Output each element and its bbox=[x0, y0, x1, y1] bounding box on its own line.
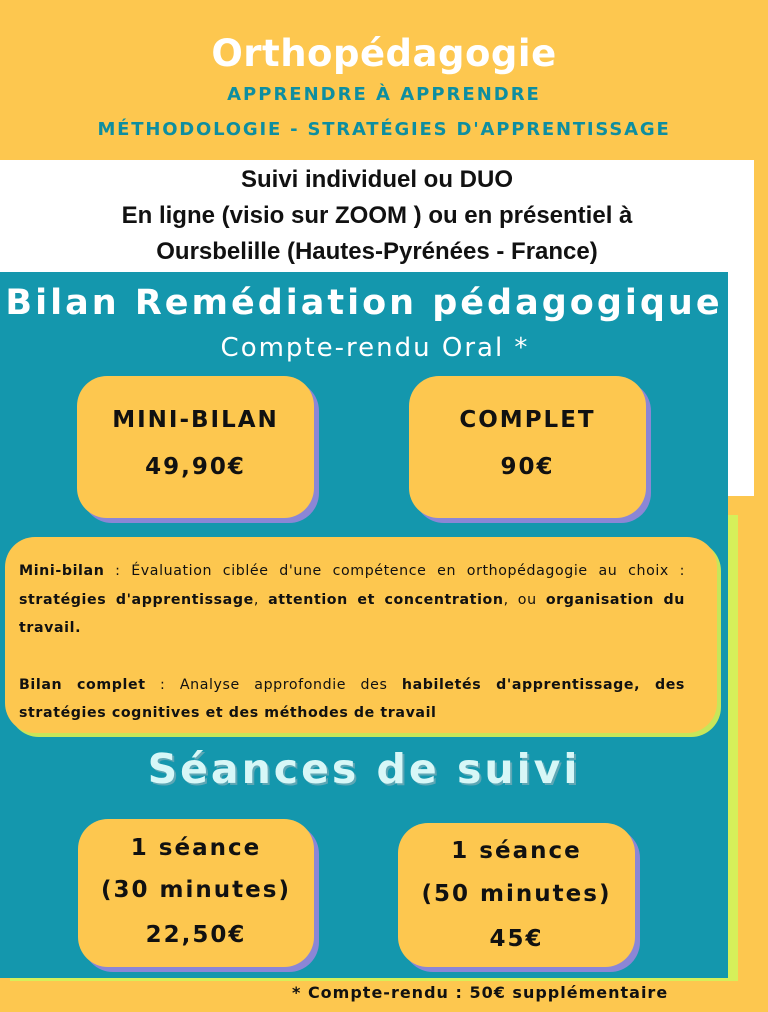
bilan-subtitle: Compte-rendu Oral * bbox=[220, 333, 530, 363]
mini-bilan-card bbox=[77, 376, 314, 518]
complet-description bbox=[19, 671, 685, 728]
complet-label: COMPLET bbox=[459, 407, 596, 433]
desc-bold: organisation du travail. bbox=[19, 591, 685, 636]
page-title: Orthopédagogie bbox=[211, 32, 557, 75]
seance-30-price: 22,50€ bbox=[145, 922, 247, 948]
desc-text: : Évaluation ciblée d'une compétence en orthopédagogie au choix : bbox=[104, 563, 685, 579]
description-box bbox=[5, 537, 717, 733]
mini-bilan-price: 49,90€ bbox=[145, 454, 246, 480]
mini-bilan-term: Mini-bilan bbox=[19, 563, 105, 579]
desc-bold: habiletés d'apprentissage, des stratégies cognitives et des méthodes de travail bbox=[19, 676, 685, 721]
seance-30-line1: 1 séance bbox=[130, 835, 262, 861]
complet-term: Bilan complet bbox=[19, 676, 146, 693]
seance-30-card bbox=[78, 819, 314, 967]
seance-50-duration: (50 minutes) bbox=[421, 881, 612, 907]
header bbox=[0, 0, 768, 160]
desc-bold: stratégies d'apprentissage bbox=[19, 591, 254, 608]
complet-card bbox=[409, 376, 646, 518]
info-line-2: En ligne (visio sur ZOOM ) ou en présentiel à bbox=[121, 202, 633, 229]
complet-price: 90€ bbox=[500, 454, 555, 480]
seances-title: Séances de suivi bbox=[147, 745, 581, 793]
desc-text: : Analyse approfondie des bbox=[145, 676, 402, 693]
mini-bilan-label: MINI-BILAN bbox=[112, 407, 279, 433]
desc-text: , bbox=[253, 591, 269, 608]
seance-50-line1: 1 séance bbox=[451, 838, 582, 864]
bilan-title: Bilan Remédiation pédagogique bbox=[5, 283, 723, 323]
info-line-1: Suivi individuel ou DUO bbox=[240, 166, 513, 193]
info-line-3: Oursbelille (Hautes-Pyrénées - France) bbox=[156, 238, 598, 265]
footnote: * Compte-rendu : 50€ supplémentaire bbox=[292, 983, 669, 1002]
desc-bold: attention et concentration bbox=[268, 591, 504, 608]
seance-50-price: 45€ bbox=[489, 926, 544, 952]
seance-30-duration: (30 minutes) bbox=[101, 877, 291, 903]
subtitle-methodology: MÉTHODOLOGIE - STRATÉGIES D'APPRENTISSAGE bbox=[97, 119, 671, 140]
desc-text: , ou bbox=[503, 591, 546, 608]
subtitle-learn: APPRENDRE À APPRENDRE bbox=[227, 84, 541, 105]
seance-50-card bbox=[398, 823, 635, 967]
mini-bilan-description bbox=[19, 557, 685, 643]
